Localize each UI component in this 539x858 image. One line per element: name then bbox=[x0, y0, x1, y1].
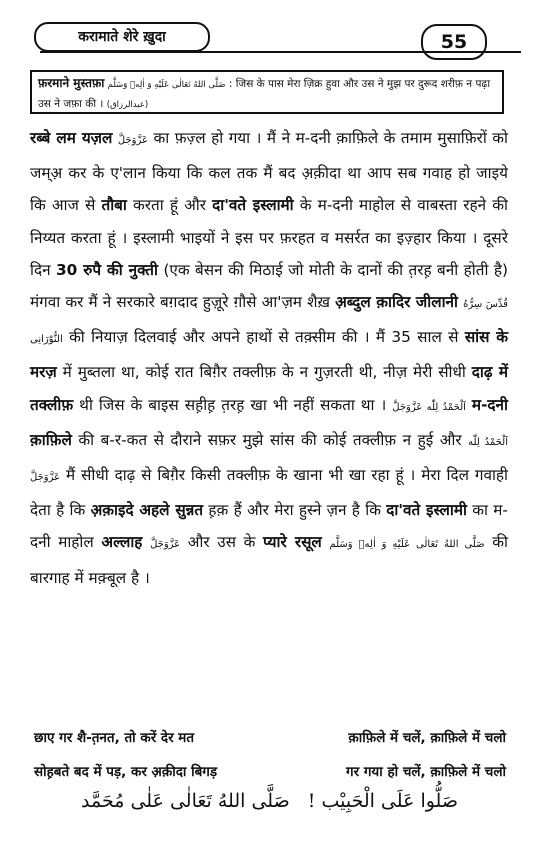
honorific-qaddasa: قُدِّسَ سِرُّهُ النُّوْرَانِی bbox=[30, 299, 508, 346]
text-s11: का म-दनी माहोल bbox=[30, 501, 508, 552]
bold-abdul-qadir: अ़ब्दुल क़ादिर जीलानी bbox=[335, 293, 459, 312]
verse-2-first-half: सोह़बते बद में पड़, कर अ़क़ीदा बिगड़ bbox=[34, 764, 218, 780]
verse-1-first-half: छाए गर शै-त़नत, तो करें देर मत bbox=[34, 730, 195, 746]
bold-pyare-rasool: प्यारे रसूल bbox=[263, 533, 322, 552]
bold-aqaid-ahle-sunnat: अ़क़ाइदे अहले सुन्नत bbox=[90, 501, 204, 520]
salawat-response: صَلَّى اللهُ تَعَالٰى عَلٰى مُحَمَّد bbox=[81, 790, 290, 812]
bold-dawate-islami-2: दा'वते इस्लामी bbox=[386, 501, 467, 520]
main-text bbox=[30, 122, 508, 594]
page-number: 55 bbox=[440, 30, 468, 53]
text-s7: थी जिस के बाइस सह़ीह़ त़रह़ खा भी नहीं सकता था । bbox=[79, 395, 387, 414]
salawat-call: صَلُّوا عَلَى الْحَبِيْب ! bbox=[307, 790, 458, 812]
bold-daadh-takleef: दाढ़ में तक्लीफ़ bbox=[30, 363, 508, 414]
text-s10: ह़क़ हैं और मेरा हुस्ने ज़न है कि bbox=[208, 501, 381, 520]
verse-line-2 bbox=[34, 762, 506, 780]
text-s9: मैं सीधी दाढ़ से बिग़ैर किसी तक्लीफ़ के खाना भी खा रहा हूं । मेरा दिल गवाही देता है कि bbox=[30, 466, 508, 520]
bold-nukti: 30 रुपै की नुक्ती bbox=[56, 260, 158, 279]
text-s13: की बारगाह में मक़्बूल है । bbox=[30, 533, 508, 587]
bold-allah: अल्लाह bbox=[101, 533, 143, 552]
main-paragraph bbox=[30, 122, 508, 594]
text-s8: की ब-र-कत से दौराने सफ़र मुझे सांस की कोई तक्लीफ़ न हुई और bbox=[78, 430, 462, 449]
bold-rabbe-lam-yazal: रब्बे लम यज़ल bbox=[30, 129, 113, 147]
book-title: करामाते शेरे ख़ुदा bbox=[78, 29, 166, 45]
bold-tauba: तौबा bbox=[101, 196, 127, 215]
bold-dawate-islami: दा'वते इस्लामी bbox=[212, 196, 294, 215]
verse-2-second-half: गर गया हो चलें, क़ाफ़िले में चलो bbox=[346, 764, 506, 780]
salawat-line bbox=[0, 790, 539, 812]
text-s2: करता हूं और bbox=[133, 196, 206, 215]
text-s3: के म-दनी माहोल से वाबस्ता रहने की निय्यत करता हूं । इस्लामी भाइयों ने इस पर फ़रहत व मसर्रत का इज़्हार किया । दूसरे दिन bbox=[30, 196, 508, 279]
honorific-alhamdulillah-1: اَلْحَمْدُ لِلّٰه عَزَّوَجَلَّ bbox=[392, 401, 466, 413]
verse-1-second-half: क़ाफ़िले में चलें, क़ाफ़िले में चलो bbox=[348, 730, 506, 746]
honorific-salla: صَلَّى اللهُ تَعَالٰى عَلَيْهِ وَ اٰلِهٖ وَسَلَّم bbox=[329, 539, 485, 551]
text-s5: की नियाज़ दिलवाई और अपने हाथों से तक़्सीम की । मैं 35 साल से bbox=[69, 328, 459, 347]
text-s4: (एक बेसन की मिठाई जो मोती के दानों की त़रह़ बनी होती है) मंगवा कर मैं ने सरकारे बग़दाद हुज़ूरे ग़ौसे आ'ज़म शैख़ bbox=[30, 260, 508, 312]
verse-line-1 bbox=[34, 728, 506, 746]
farman-box bbox=[30, 70, 504, 114]
book-title-badge bbox=[34, 22, 210, 52]
page-number-badge bbox=[421, 24, 487, 60]
text-s12: और उस के bbox=[187, 533, 256, 552]
honorific-azza-2: عَزَّوَجَلَّ bbox=[150, 539, 181, 551]
honorific-alhamdulillah-2: اَلْحَمْدُ لِلّٰه عَزَّوَجَلَّ bbox=[30, 436, 508, 484]
text-s6: में मुब्तला था, कोई रात बिग़ैर तक्लीफ़ के न गुज़रती थी, नीज़ मेरी सीधी bbox=[62, 363, 466, 382]
bold-saans-ke-maraz: सांस के मरज़ bbox=[30, 328, 508, 382]
bold-madani-qafile: म-दनी क़ाफ़िले bbox=[30, 395, 508, 449]
farman-title: फ़रमाने मुस्तफ़ा bbox=[38, 76, 105, 90]
honorific-azza: عَزَّوَجَلَّ bbox=[117, 135, 148, 146]
farman-honorific: صَلَّى اللهُ تَعَالٰى عَلَيْهِ وَ اٰلِهٖ وَسَلَّم bbox=[107, 80, 226, 90]
farman-source: (عبدالرزاق) bbox=[106, 100, 149, 110]
text-s1: का फ़ज़्ल हो गया । मैं ने म-दनी क़ाफ़िले के तमाम मुसाफ़िरों को जम्अ़ कर के ए'लान किया कि कल तक मैं बद अ़क़ीदा था आप सब गवाह हो जाइये कि आज से bbox=[30, 129, 508, 215]
farman-text: : जिस के पास मेरा ज़िक्र हुवा और उस ने मुझ पर दुरूद शरीफ़ न पढ़ा उस ने जफ़ा की । bbox=[38, 78, 491, 110]
